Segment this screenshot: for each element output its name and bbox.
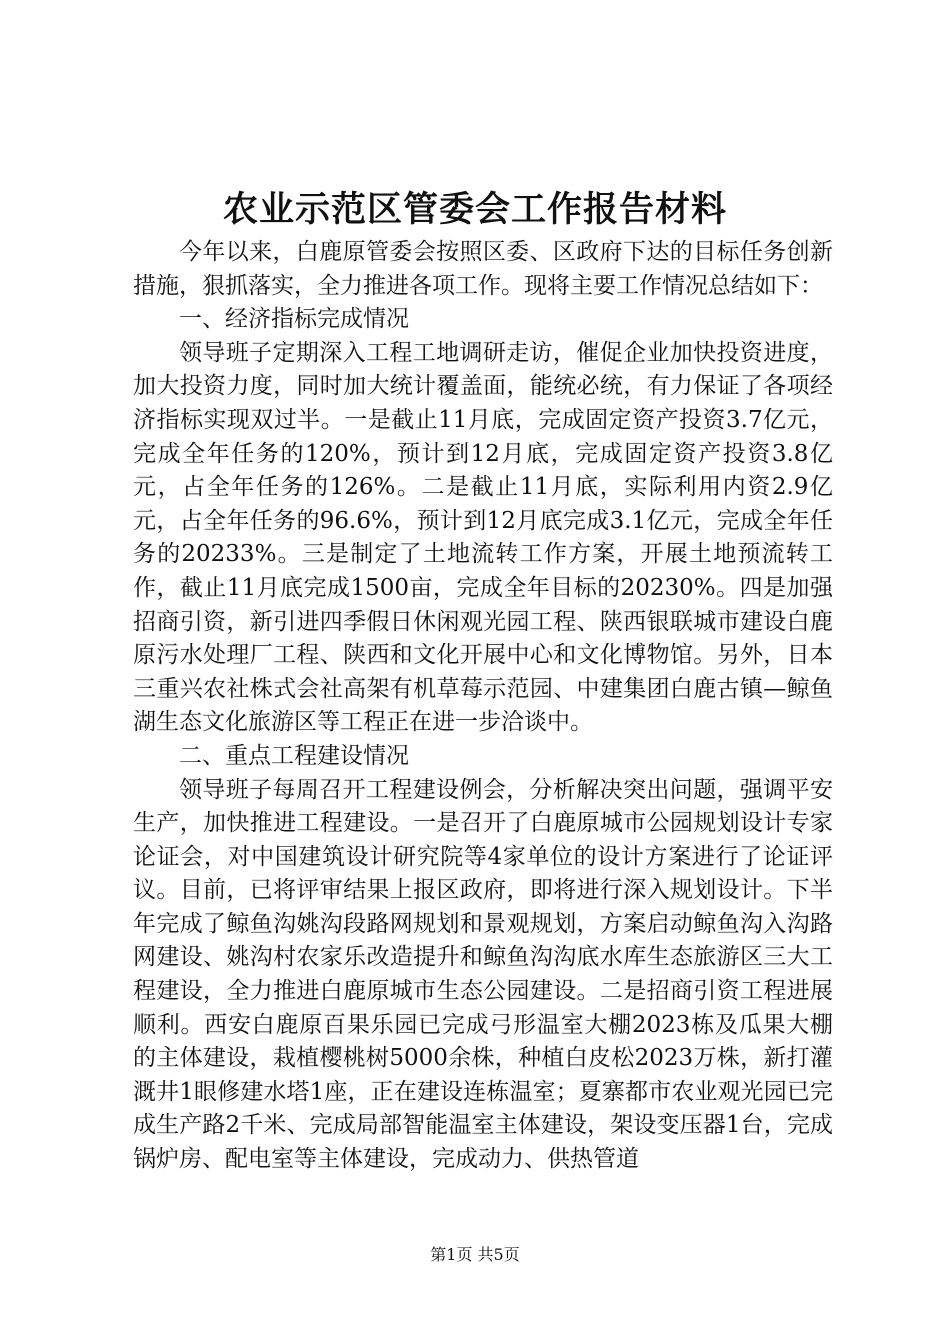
page-footer: 第1页 共5页 [430, 1245, 520, 1264]
document-body [133, 236, 833, 1177]
section-heading-economic: 一、经济指标完成情况 [179, 306, 409, 333]
document-title: 农业示范区管委会工作报告材料 [222, 189, 727, 230]
projects-paragraph: 领导班子每周召开工程建设例会，分析解决突出问题，强调平安生产，加快推进工程建设。一是召开了白鹿原城市公园规划设计专家论证会，对中国建筑设计研究院等4家单位的设计方案进行了论证评议。目前，已将评审结果上报区政府，即将进行深入规划设计。下半年完成了鲸鱼沟姚沟段路网规划和景观规划，方案启动鲸鱼沟入沟路网建设、姚沟村农家乐改造提升和鲸鱼沟沟底水库生态旅游区三大工程建设，全力推进白鹿原城市生态公园建设。二是招商引资工程进展顺利。西安白鹿原百果乐园已完成弓形温室大棚2023栋及瓜果大棚的主体建设，栽植樱桃树5000余株，种植白皮松2023万株，新打灌溉井1眼修建水塔1座，正在建设连栋温室；夏寨都市农业观光园已完成生产路2千米、完成局部智能温室主体建设，架设变压器1台，完成锅炉房、配电室等主体建设，完成动力、供热管道 [133, 776, 833, 1173]
section-heading-projects: 二、重点工程建设情况 [179, 742, 409, 769]
economic-paragraph: 领导班子定期深入工程工地调研走访，催促企业加快投资进度，加大投资力度，同时加大统计覆盖面，能统必统，有力保证了各项经济指标实现双过半。一是截止11月底，完成固定资产投资3.7亿元，完成全年任务的120%，预计到12月底，完成固定资产投资3.8亿元，占全年任务的126%。二是截止11月底，实际利用内资2.9亿元，占全年任务的96.6%，预计到12月底完成3.1亿元，完成全年任务的20233%。三是制定了土地流转工作方案，开展土地预流转工作，截止11月底完成1500亩，完成全年目标的20230%。四是加强招商引资，新引进四季假日休闲观光园工程、陕西银联城市建设白鹿原污水处理厂工程、陕西和文化开展中心和文化博物馆。另外，日本三重兴农社株式会社高架有机草莓示范园、中建集团白鹿古镇—鲸鱼湖生态文化旅游区等工程正在进一步洽谈中。 [133, 339, 833, 736]
intro-paragraph: 今年以来，白鹿原管委会按照区委、区政府下达的目标任务创新措施，狠抓落实，全力推进各项工作。现将主要工作情况总结如下： [133, 239, 833, 299]
